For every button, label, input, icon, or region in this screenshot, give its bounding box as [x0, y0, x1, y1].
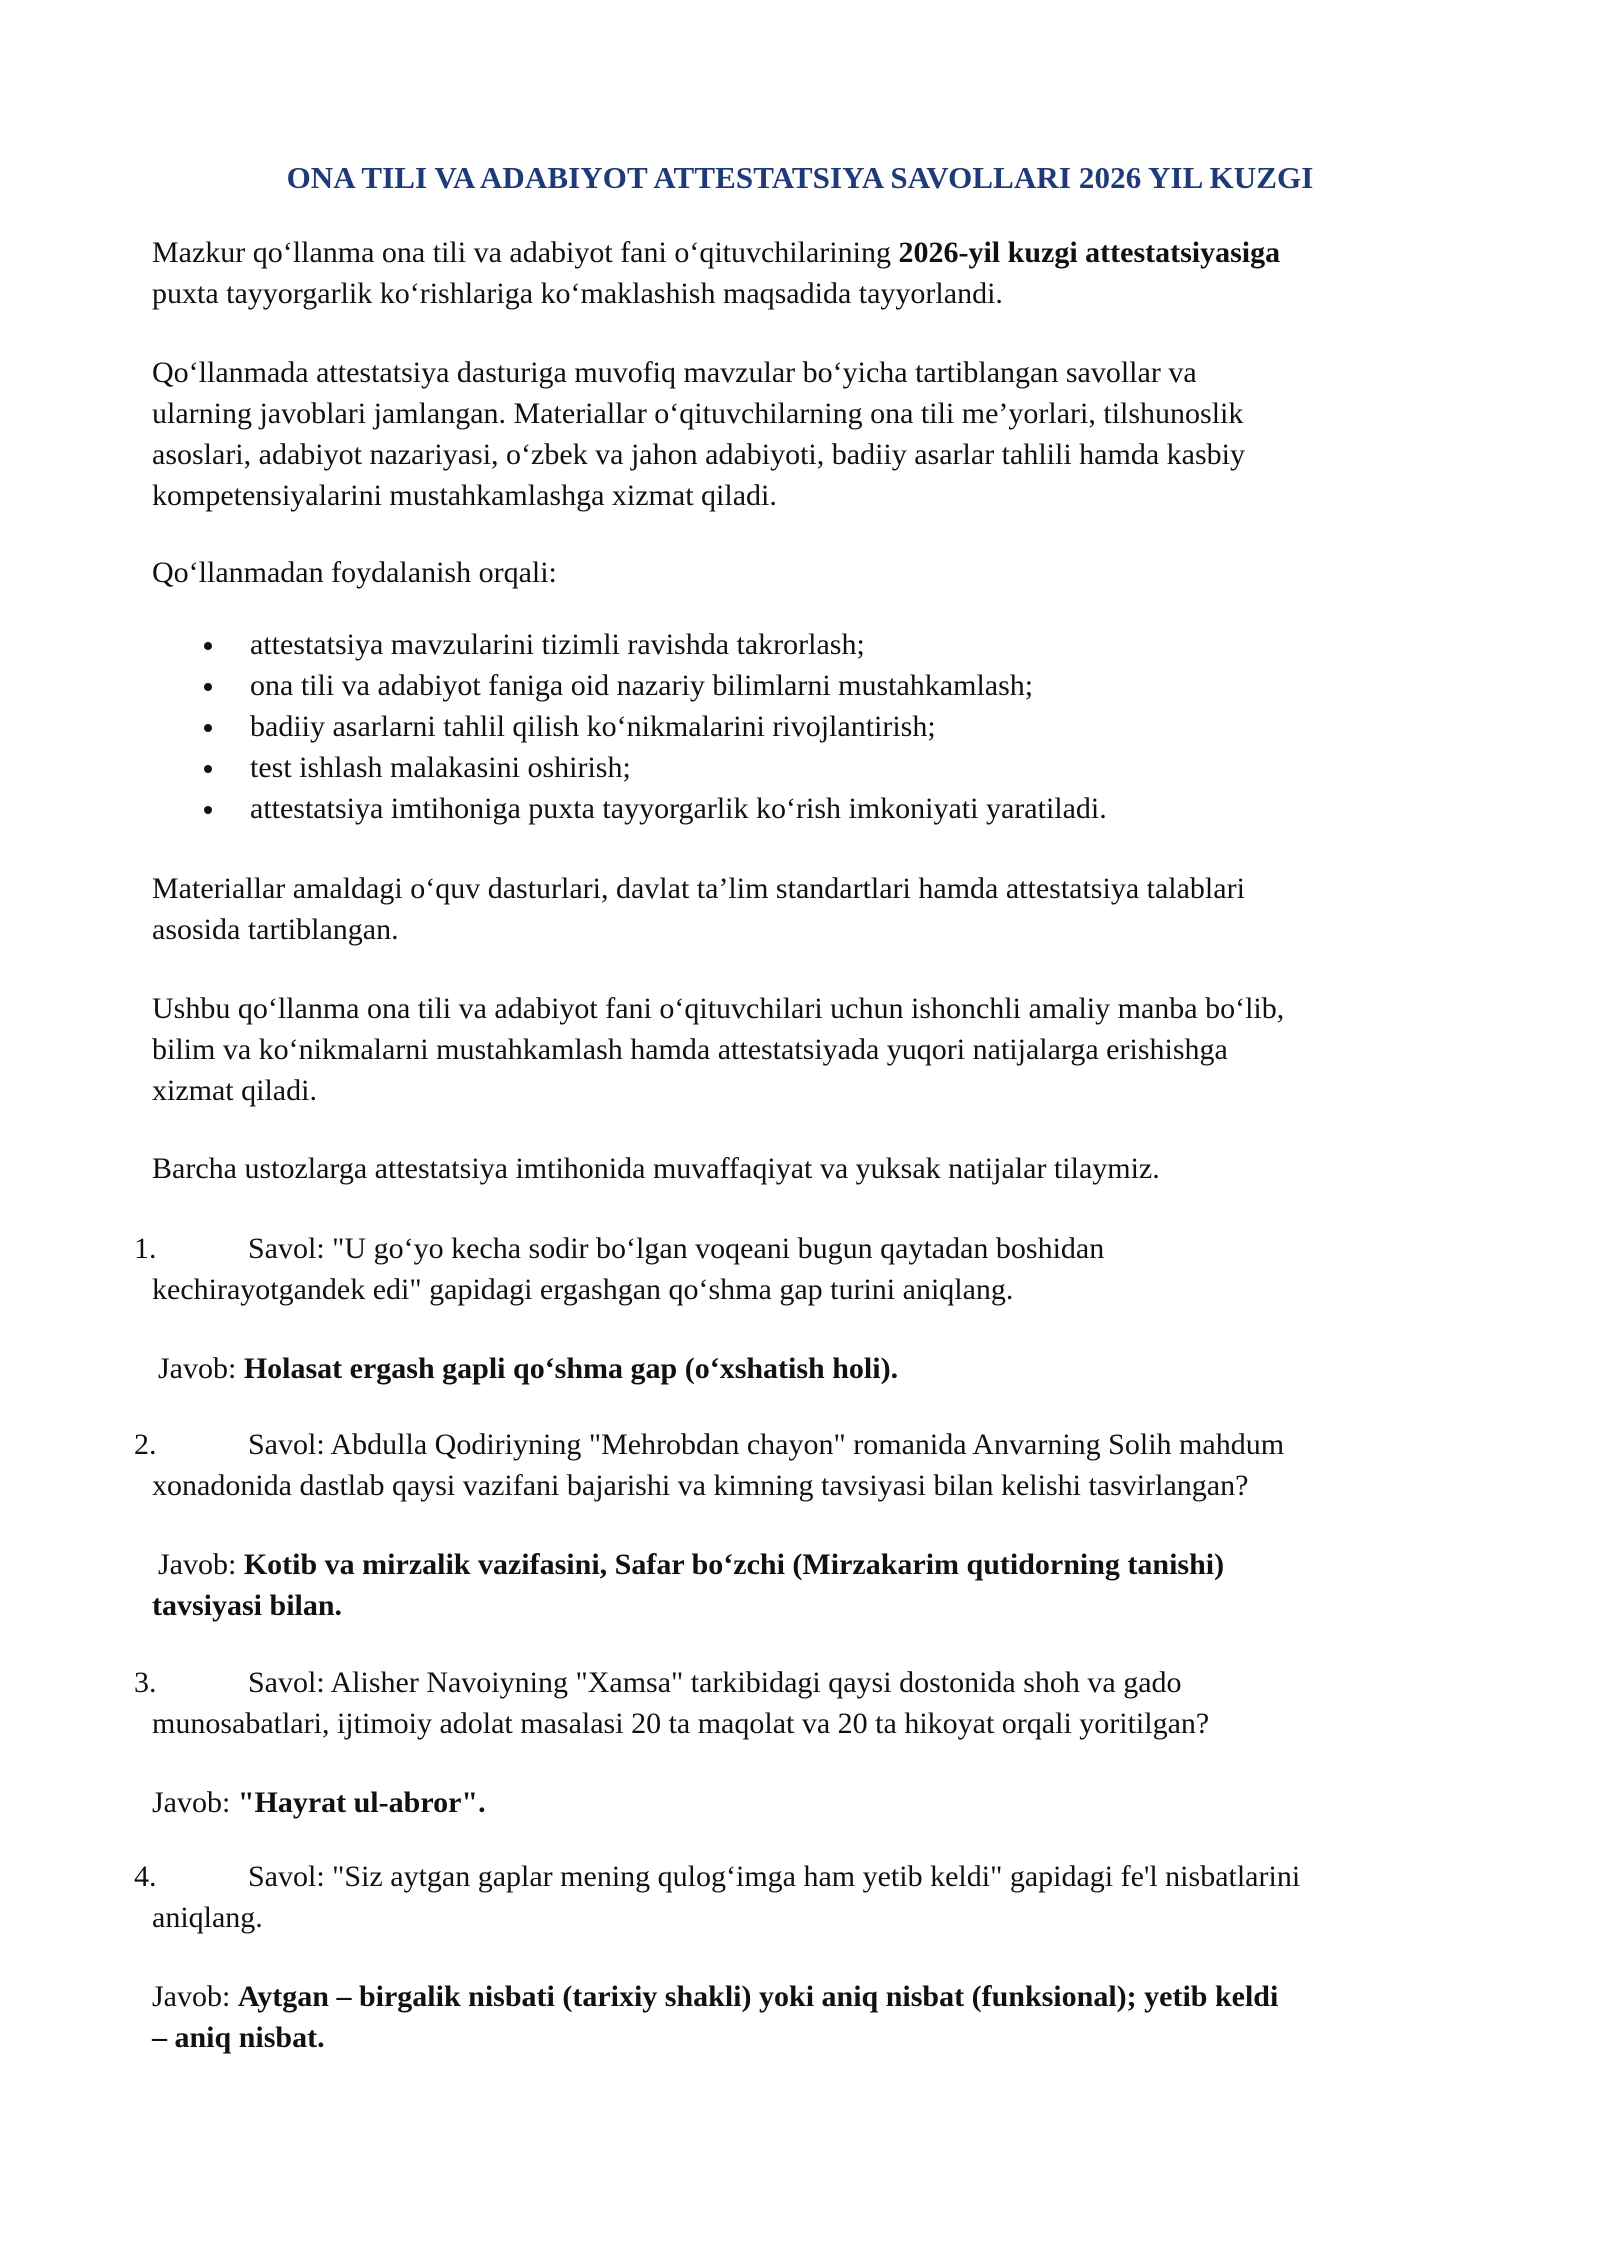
list-item-text: attestatsiya imtihoniga puxta tayyorgarlik ko‘rish imkoniyati yaratiladi.: [250, 792, 1107, 825]
answer-label: Javob:: [158, 1352, 244, 1385]
question-text-line-2: aniqlang.: [152, 1901, 263, 1934]
intro-paragraph-5: [152, 988, 1492, 1111]
intro-paragraph-5-line-3: xizmat qiladi.: [152, 1074, 317, 1107]
bullet-icon: [204, 765, 212, 773]
question-text-line-2: xonadonida dastlab qaysi vazifani bajarishi va kimning tavsiyasi bilan kelishi tasvirlangan?: [152, 1469, 1249, 1502]
intro-paragraph-3: Qo‘llanmadan foydalanish orqali:: [152, 556, 557, 589]
intro-paragraph-4-line-1: Materiallar amaldagi o‘quv dasturlari, davlat ta’lim standartlari hamda attestatsiya talablari: [152, 872, 1245, 905]
bullet-icon: [204, 806, 212, 814]
answer-text: Kotib va mirzalik vazifasini, Safar bo‘zchi (Mirzakarim qutidorning tanishi): [243, 1548, 1225, 1581]
answer-4: [152, 1976, 1492, 2058]
intro-paragraph-6: Barcha ustozlarga attestatsiya imtihonida muvaffaqiyat va yuksak natijalar tilaymiz.: [152, 1152, 1160, 1185]
intro-paragraph-1-text-a: Mazkur qo‘llanma ona tili va adabiyot fani o‘qituvchilarining: [152, 236, 899, 269]
answer-label: Javob:: [152, 1980, 238, 2013]
question-3: [134, 1662, 1492, 1744]
intro-paragraph-2-line-3: asoslari, adabiyot nazariyasi, o‘zbek va jahon adabiyoti, badiiy asarlar tahlili hamda kasbiy: [152, 438, 1245, 471]
list-item-text: ona tili va adabiyot faniga oid nazariy bilimlarni mustahkamlash;: [250, 669, 1034, 702]
intro-paragraph-4: [152, 868, 1492, 950]
question-1: [134, 1228, 1492, 1310]
answer-line-2: [152, 1585, 1492, 1626]
page-title: ONA TILI VA ADABIYOT ATTESTATSIYA SAVOLLARI 2026 YIL KUZGI: [286, 160, 1314, 195]
list-item: [200, 747, 1490, 788]
bullet-icon: [204, 683, 212, 691]
list-item: [200, 788, 1490, 829]
answer-text: Aytgan – birgalik nisbati (tarixiy shakli) yoki aniq nisbat (funksional); yetib keldi: [237, 1980, 1279, 2013]
answer-label: Javob:: [158, 1548, 244, 1581]
intro-paragraph-1-bold: 2026-yil kuzgi attestatsiyasiga: [898, 236, 1281, 269]
answer-1: [152, 1348, 1498, 1389]
list-item-text: test ishlash malakasini oshirish;: [250, 751, 631, 784]
bullet-icon: [204, 642, 212, 650]
question-text-line-1: Savol: Abdulla Qodiriyning "Mehrobdan chayon" romanida Anvarning Solih mahdum: [248, 1428, 1285, 1461]
list-item-text: badiiy asarlarni tahlil qilish ko‘nikmalarini rivojlantirish;: [250, 710, 936, 743]
bullet-icon: [204, 724, 212, 732]
list-item: [200, 624, 1490, 665]
bullet-list: [200, 624, 1490, 829]
question-text-line-2: kechirayotgandek edi" gapidagi ergashgan qo‘shma gap turini aniqlang.: [152, 1273, 1014, 1306]
intro-paragraph-1-line-2: puxta tayyorgarlik ko‘rishlariga ko‘maklashish maqsadida tayyorlandi.: [152, 277, 1003, 310]
answer-2: [152, 1544, 1492, 1626]
answer-line-1: [152, 1544, 1492, 1585]
question-number: 4.: [134, 1860, 157, 1893]
answer-label: Javob:: [152, 1786, 238, 1819]
intro-paragraph-5-line-1: Ushbu qo‘llanma ona tili va adabiyot fani o‘qituvchilari uchun ishonchli amaliy manba bo‘lib,: [152, 992, 1285, 1025]
question-number: 3.: [134, 1666, 157, 1699]
answer-line-1: [152, 1976, 1492, 2017]
question-number: 2.: [134, 1428, 157, 1461]
list-item: [200, 665, 1490, 706]
intro-paragraph-4-line-2: asosida tartiblangan.: [152, 913, 399, 946]
list-item-text: attestatsiya mavzularini tizimli ravishda takrorlash;: [250, 628, 865, 661]
list-item: [200, 706, 1490, 747]
question-2: [134, 1424, 1492, 1506]
question-text-line-1: Savol: "U go‘yo kecha sodir bo‘lgan voqeani bugun qaytadan boshidan: [248, 1232, 1105, 1265]
intro-paragraph-2-line-4: kompetensiyalarini mustahkamlashga xizmat qiladi.: [152, 479, 777, 512]
intro-paragraph-2-line-2: ularning javoblari jamlangan. Materiallar o‘qituvchilarning ona tili me’yorlari, tilshunoslik: [152, 397, 1244, 430]
intro-paragraph-5-line-2: bilim va ko‘nikmalarni mustahkamlash hamda attestatsiyada yuqori natijalarga erishishga: [152, 1033, 1228, 1066]
answer-text: "Hayrat ul-abror".: [237, 1786, 486, 1819]
answer-text: Holasat ergash gapli qo‘shma gap (o‘xshatish holi).: [243, 1352, 899, 1385]
question-number: 1.: [134, 1232, 157, 1265]
intro-paragraph-2: [152, 352, 1492, 516]
intro-paragraph-1-line-1: [152, 232, 1492, 273]
question-text-line-2: munosabatlari, ijtimoiy adolat masalasi 20 ta maqolat va 20 ta hikoyat orqali yoritilgan?: [152, 1707, 1210, 1740]
question-text-line-1: Savol: Alisher Navoiyning "Xamsa" tarkibidagi qaysi dostonida shoh va gado: [248, 1666, 1182, 1699]
answer-text-continued: tavsiyasi bilan.: [152, 1589, 343, 1622]
answer-line-2: [152, 2017, 1492, 2058]
intro-paragraph-1: [152, 232, 1492, 314]
intro-paragraph-2-line-1: Qo‘llanmada attestatsiya dasturiga muvofiq mavzular bo‘yicha tartiblangan savollar va: [152, 356, 1197, 389]
question-text-line-1: Savol: "Siz aytgan gaplar mening qulog‘imga ham yetib keldi" gapidagi fe'l nisbatlarini: [248, 1860, 1301, 1893]
answer-3: [152, 1782, 1492, 1823]
answer-text-continued: – aniq nisbat.: [152, 2021, 325, 2054]
question-4: [134, 1856, 1492, 1938]
